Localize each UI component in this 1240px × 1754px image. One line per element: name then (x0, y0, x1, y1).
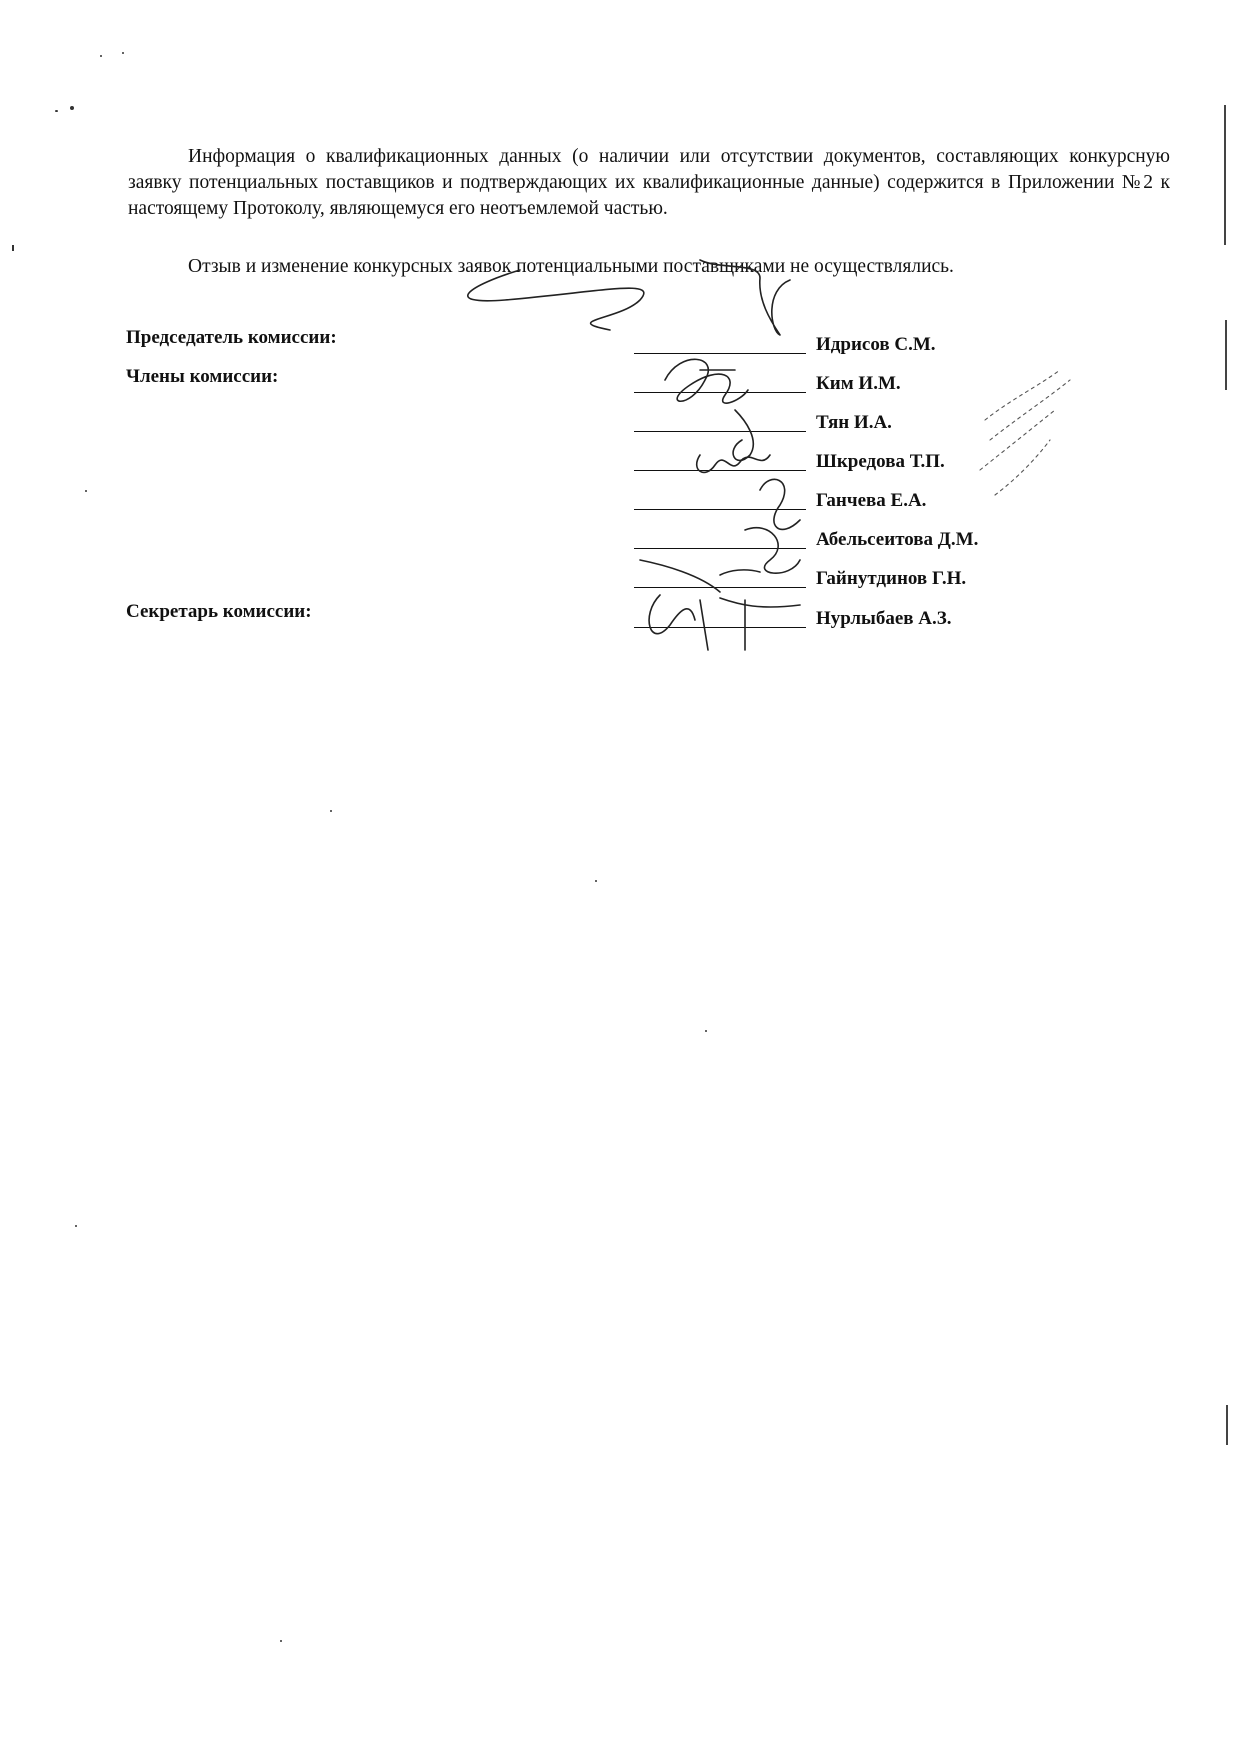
chair-label: Председатель комиссии: (126, 327, 337, 348)
members-label: Члены комиссии: (126, 366, 279, 387)
signature-row (634, 521, 1054, 551)
signature-row (634, 600, 1054, 630)
scan-speck (122, 52, 124, 54)
qualification-info-paragraph: Информация о квалификационных данных (о наличии или отсутствии документов, составляющих конкурсную заявку потенциальных поставщиков и подтверждающих их квалификационные данные) содержится в Приложении №2 к настоящему Протоколу, являющемуся его неотъемлемой частью. (128, 146, 1170, 219)
signatory-name: Тян И.А. (816, 412, 892, 433)
signature-line (634, 548, 806, 549)
scan-speck (100, 55, 102, 57)
secretary-label: Секретарь комиссии: (126, 601, 312, 622)
signature-line (634, 353, 806, 354)
signature-row (634, 560, 1054, 590)
scan-speck (595, 880, 597, 882)
withdrawal-paragraph: Отзыв и изменение конкурсных заявок потенциальными поставщиками не осуществлялись. (188, 256, 954, 277)
scan-edge-mark (1225, 320, 1227, 390)
signatory-name: Идрисов С.М. (816, 334, 936, 355)
scan-speck (330, 810, 332, 812)
signature-line (634, 470, 806, 471)
signature-row (634, 404, 1054, 434)
signatory-name: Абельсеитова Д.М. (816, 529, 979, 550)
signature-line (634, 587, 806, 588)
signatory-name: Ким И.М. (816, 373, 901, 394)
signature-line (634, 509, 806, 510)
scan-speck (705, 1030, 707, 1032)
signature-line (634, 431, 806, 432)
scan-speck (12, 245, 14, 251)
signature-row (634, 365, 1054, 395)
scan-speck (280, 1640, 282, 1642)
signature-row (634, 326, 1054, 356)
signature-row (634, 482, 1054, 512)
signatory-name: Ганчева Е.А. (816, 490, 927, 511)
signature-line (634, 392, 806, 393)
scan-edge-mark (1224, 105, 1226, 245)
scan-speck (70, 106, 74, 110)
signatory-name: Гайнутдинов Г.Н. (816, 568, 967, 589)
scan-edge-mark (1226, 1405, 1228, 1445)
scan-speck (75, 1225, 77, 1227)
signatory-name: Шкредова Т.П. (816, 451, 945, 472)
signatory-name: Нурлыбаев А.З. (816, 608, 952, 629)
signature-row (634, 443, 1054, 473)
scan-speck (85, 490, 87, 492)
signature-line (634, 627, 806, 628)
scan-speck (55, 110, 58, 112)
